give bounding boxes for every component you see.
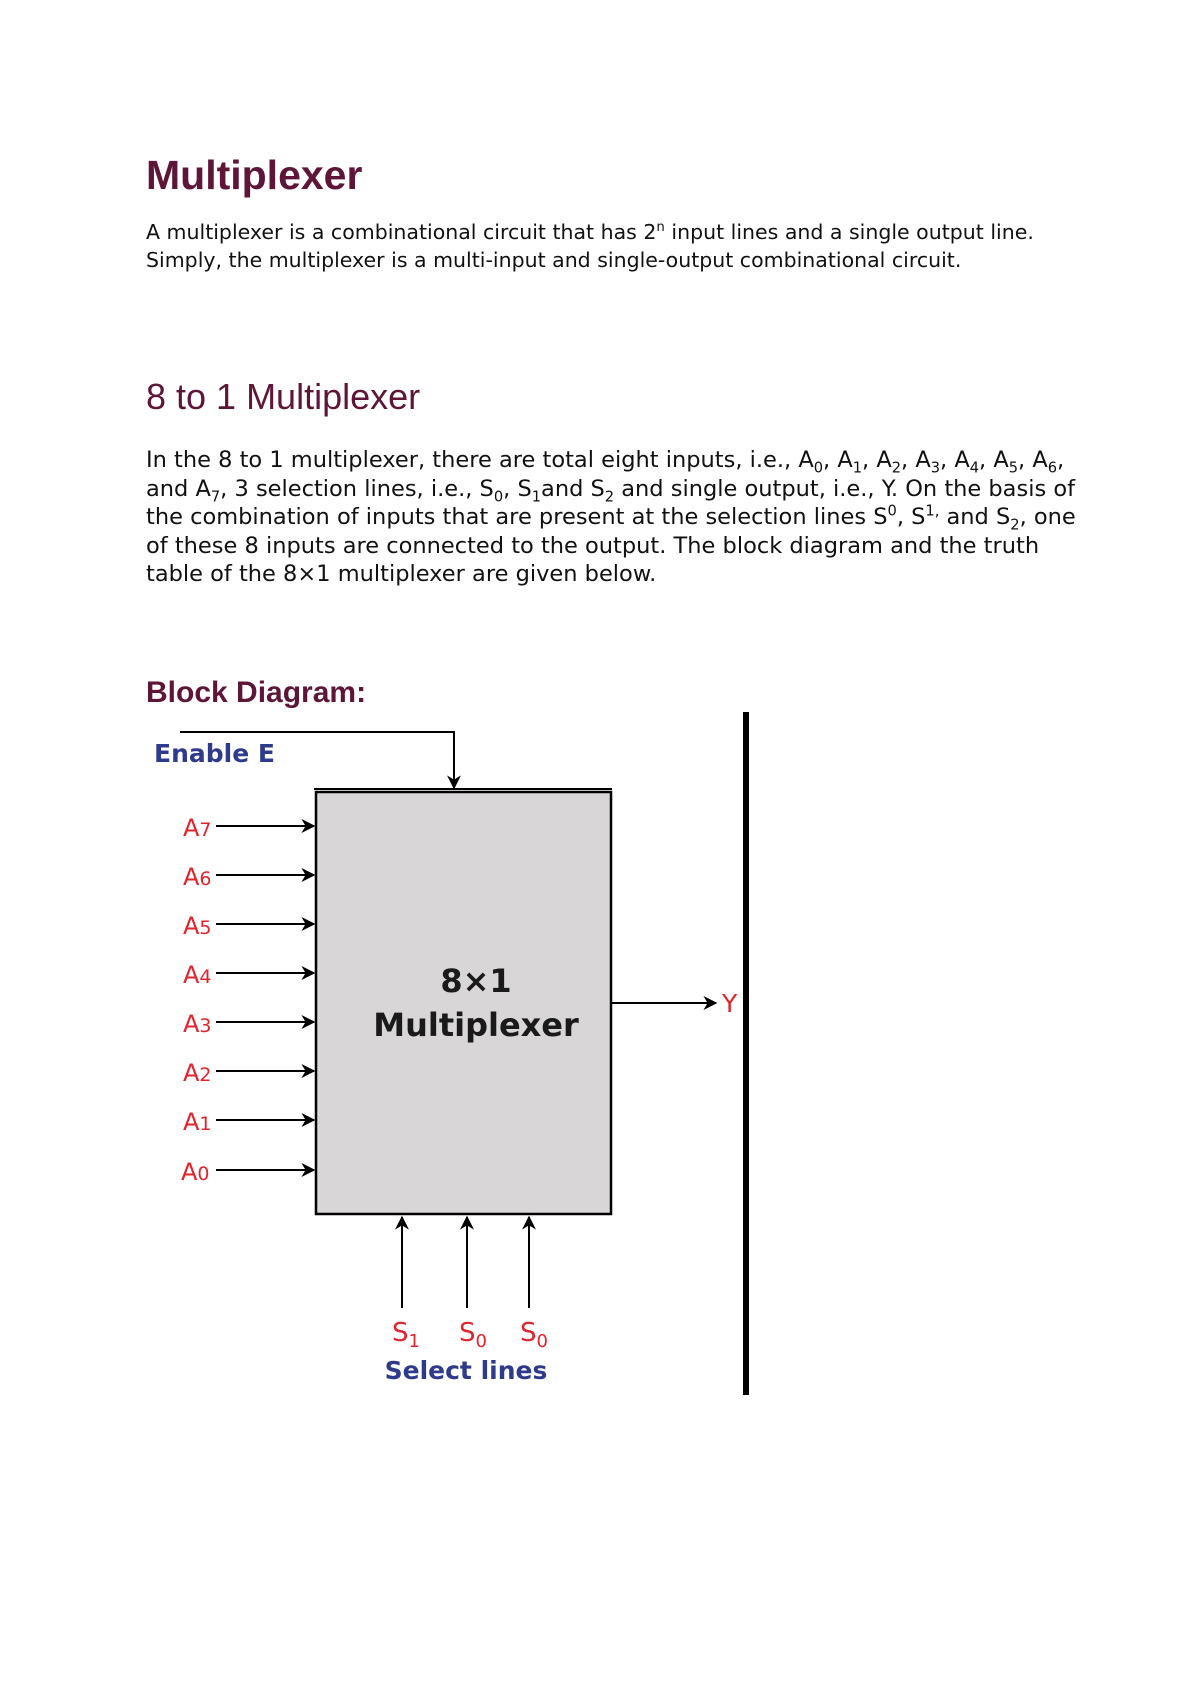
subscript: 0 [493, 488, 504, 506]
input-label-a6: A6 [183, 863, 212, 891]
input-label-a3: A3 [183, 1010, 212, 1038]
intro-exponent: n [656, 220, 665, 236]
select-label-s1: $S_1$ [392, 1318, 420, 1352]
subscript: 0 [813, 459, 824, 477]
page-title: Multiplexer [146, 152, 363, 198]
select-label-s0b: $S_0$ [520, 1318, 548, 1352]
input-label-a7: A7 [183, 814, 212, 842]
text-run: and single output, i.e., Y. On the basis of the combination of inputs that are present at the selection lines S [146, 475, 1076, 531]
subscript: 4 [969, 459, 980, 477]
block-label-name: Multiplexer [373, 1006, 579, 1044]
text-run: , A [823, 447, 853, 473]
text-run: , S [503, 475, 532, 502]
text-run: , S [896, 504, 926, 531]
input-label-a1: A1 [183, 1108, 212, 1136]
text-run: , A [979, 447, 1009, 473]
subscript: 2 [1010, 516, 1020, 534]
superscript: 0 [887, 502, 897, 520]
output-label: Y [722, 989, 738, 1018]
input-label-a0: A0 [181, 1158, 210, 1186]
select-label-s0a: $S_0$ [459, 1318, 487, 1352]
text-run: , A [862, 447, 892, 473]
subscript: 5 [1008, 459, 1019, 477]
section-title: 8 to 1 Multiplexer [146, 376, 421, 417]
text-run: , and A [146, 447, 1065, 502]
text-run: In the 8 to 1 multiplexer, there are total eight inputs, i.e., A [146, 447, 814, 473]
text-run: , A [940, 447, 970, 473]
text-run: and S [541, 475, 605, 502]
input-label-a2: A2 [183, 1059, 212, 1087]
text-run: , 3 selection lines, i.e., S [220, 475, 494, 502]
subscript: 6 [1047, 459, 1058, 477]
text-run: , A [1018, 447, 1048, 473]
text-run: , A [901, 447, 931, 473]
text-run: and S [939, 504, 1011, 531]
input-label-a5: A5 [183, 912, 212, 940]
mux-block [316, 792, 611, 1214]
intro-text-2: input lines and a single output line. Simply, the multiplexer is a multi-input and single-output combinational circuit. [146, 220, 1034, 272]
subscript: 2 [891, 459, 902, 477]
superscript: 1, [925, 502, 940, 520]
intro-text-1: A multiplexer is a combinational circuit that has 2 [146, 220, 657, 244]
subscript: 1 [531, 488, 542, 506]
subscript: 3 [930, 459, 941, 477]
enable-label: Enable E [154, 739, 275, 768]
select-lines-caption: Select lines [384, 1356, 548, 1385]
subscript: 1 [852, 459, 863, 477]
text-run: , one of these 8 inputs are connected to the output. The block diagram and the truth table of the 8×1 multiplexer are given below. [146, 504, 1076, 588]
input-label-a4: A4 [183, 961, 212, 989]
subscript: 2 [604, 488, 615, 506]
block-diagram-title: Block Diagram: [146, 676, 367, 709]
subscript: 7 [210, 488, 221, 506]
block-label-size: 8×1 [440, 962, 512, 1000]
